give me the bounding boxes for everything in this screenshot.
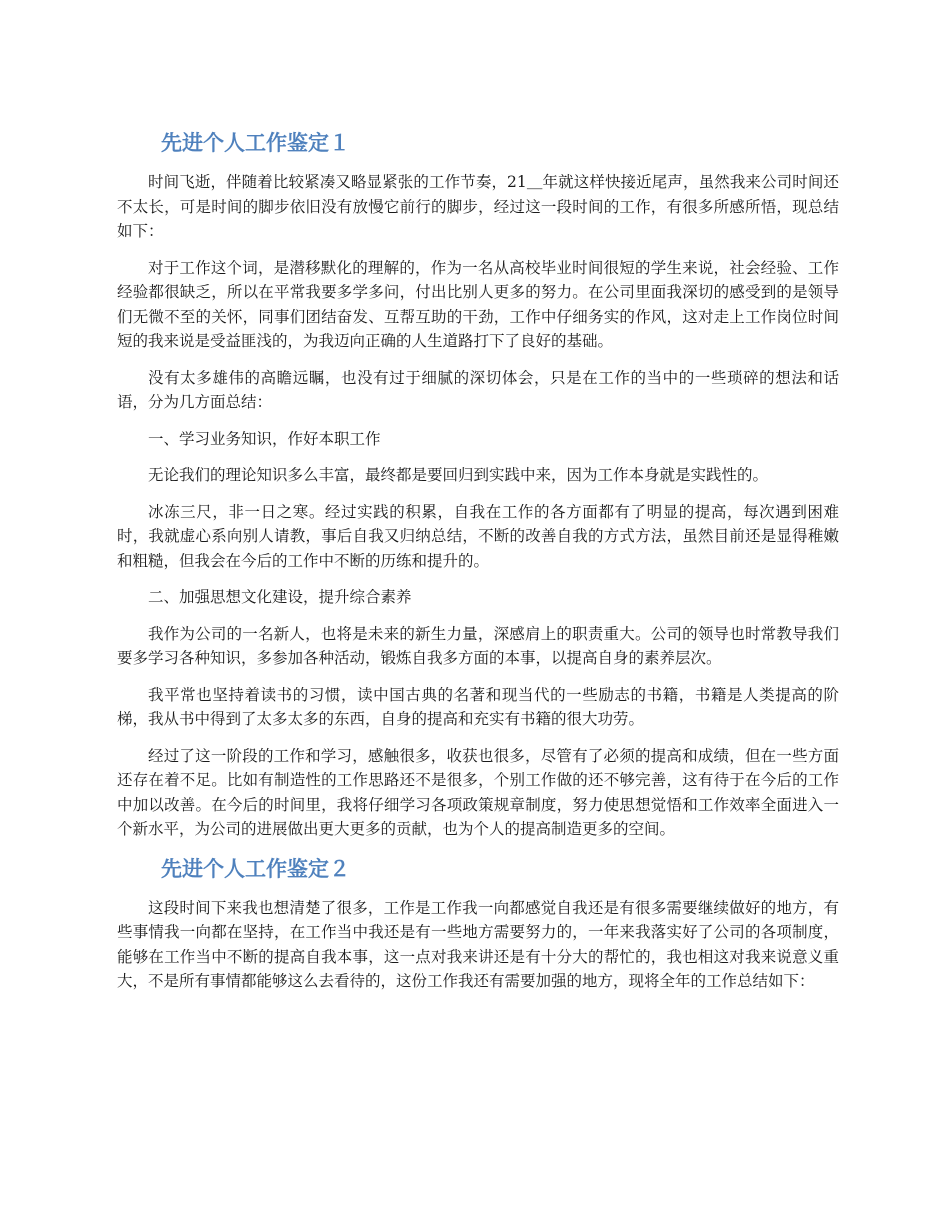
paragraph: 对于工作这个词，是潜移默化的理解的，作为一名从高校毕业时间很短的学生来说，社会经验、工作经验都很缺乏，所以在平常我要多学多问，付出比别人更多的努力。在公司里面我深切的感受到的是领导们无微不至的关怀，同事们团结奋发、互帮互助的干劲，工作中仔细务实的作风，这对走上工作岗位时间短的我来说是受益匪浅的，为我迈向正确的人生道路打下了良好的基础。 — [117, 258, 839, 350]
paragraph: 时间飞逝，伴随着比较紧凑又略显紧张的工作节奏，21＿年就这样快接近尾声，虽然我来公司时间还不太长，可是时间的脚步依旧没有放慢它前行的脚步，经过这一段时间的工作，有很多所感所悟，现总结如下： — [117, 173, 839, 240]
paragraph: 无论我们的理论知识多么丰富，最终都是要回归到实践中来，因为工作本身就是实践性的。 — [148, 466, 769, 484]
paragraph: 这段时间下来我也想清楚了很多，工作是工作我一向都感觉自我还是有很多需要继续做好的地方，有些事情我一向都在坚持，在工作当中我还是有一些地方需要努力的，一年来我落实好了公司的各项制度，能够在工作当中不断的提高自我本事，这一点对我来讲还是有十分大的帮忙的，我也相这对我来说意义重大，不是所有事情都能够这么去看待的，这份工作我还有需要加强的地方，现将全年的工作总结如下： — [117, 898, 839, 990]
paragraph: 经过了这一阶段的工作和学习，感触很多，收获也很多，尽管有了必须的提高和成绩，但在一些方面还存在着不足。比如有制造性的工作思路还不是很多，个别工作做的还不够完善，这有待于在今后的工作中加以改善。在今后的时间里，我将仔细学习各项政策规章制度，努力使思想觉悟和工作效率全面进入一个新水平，为公司的进展做出更大更多的贡献，也为个人的提高制造更多的空间。 — [117, 746, 839, 838]
document-page — [117, 118, 839, 1006]
section-title: 先进个人工作鉴定１ — [161, 131, 350, 155]
subheading: 二、加强思想文化建设，提升综合素养 — [148, 588, 412, 606]
paragraph: 我平常也坚持着读书的习惯，读中国古典的名著和现当代的一些励志的书籍，书籍是人类提高的阶梯，我从书中得到了太多太多的东西，自身的提高和充实有书籍的很大功劳。 — [117, 685, 839, 728]
paragraph: 冰冻三尺，非一日之寒。经过实践的积累，自我在工作的各方面都有了明显的提高，每次遇到困难时，我就虚心系向别人请教，事后自我又归纳总结，不断的改善自我的方式方法，虽然目前还是显得稚嫩和粗糙，但我会在今后的工作中不断的历练和提升的。 — [117, 502, 839, 570]
section-title: 先进个人工作鉴定２ — [161, 856, 350, 881]
paragraph: 我作为公司的一名新人，也将是未来的新生力量，深感肩上的职责重大。公司的领导也时常教导我们要多学习各种知识，多参加各种活动，锻炼自我多方面的本事，以提高自身的素养层次。 — [117, 624, 839, 667]
subheading: 一、学习业务知识，作好本职工作 — [148, 429, 381, 448]
paragraph: 没有太多雄伟的高瞻远瞩，也没有过于细腻的深切体会，只是在工作的当中的一些琐碎的想法和话语，分为几方面总结： — [117, 368, 839, 411]
